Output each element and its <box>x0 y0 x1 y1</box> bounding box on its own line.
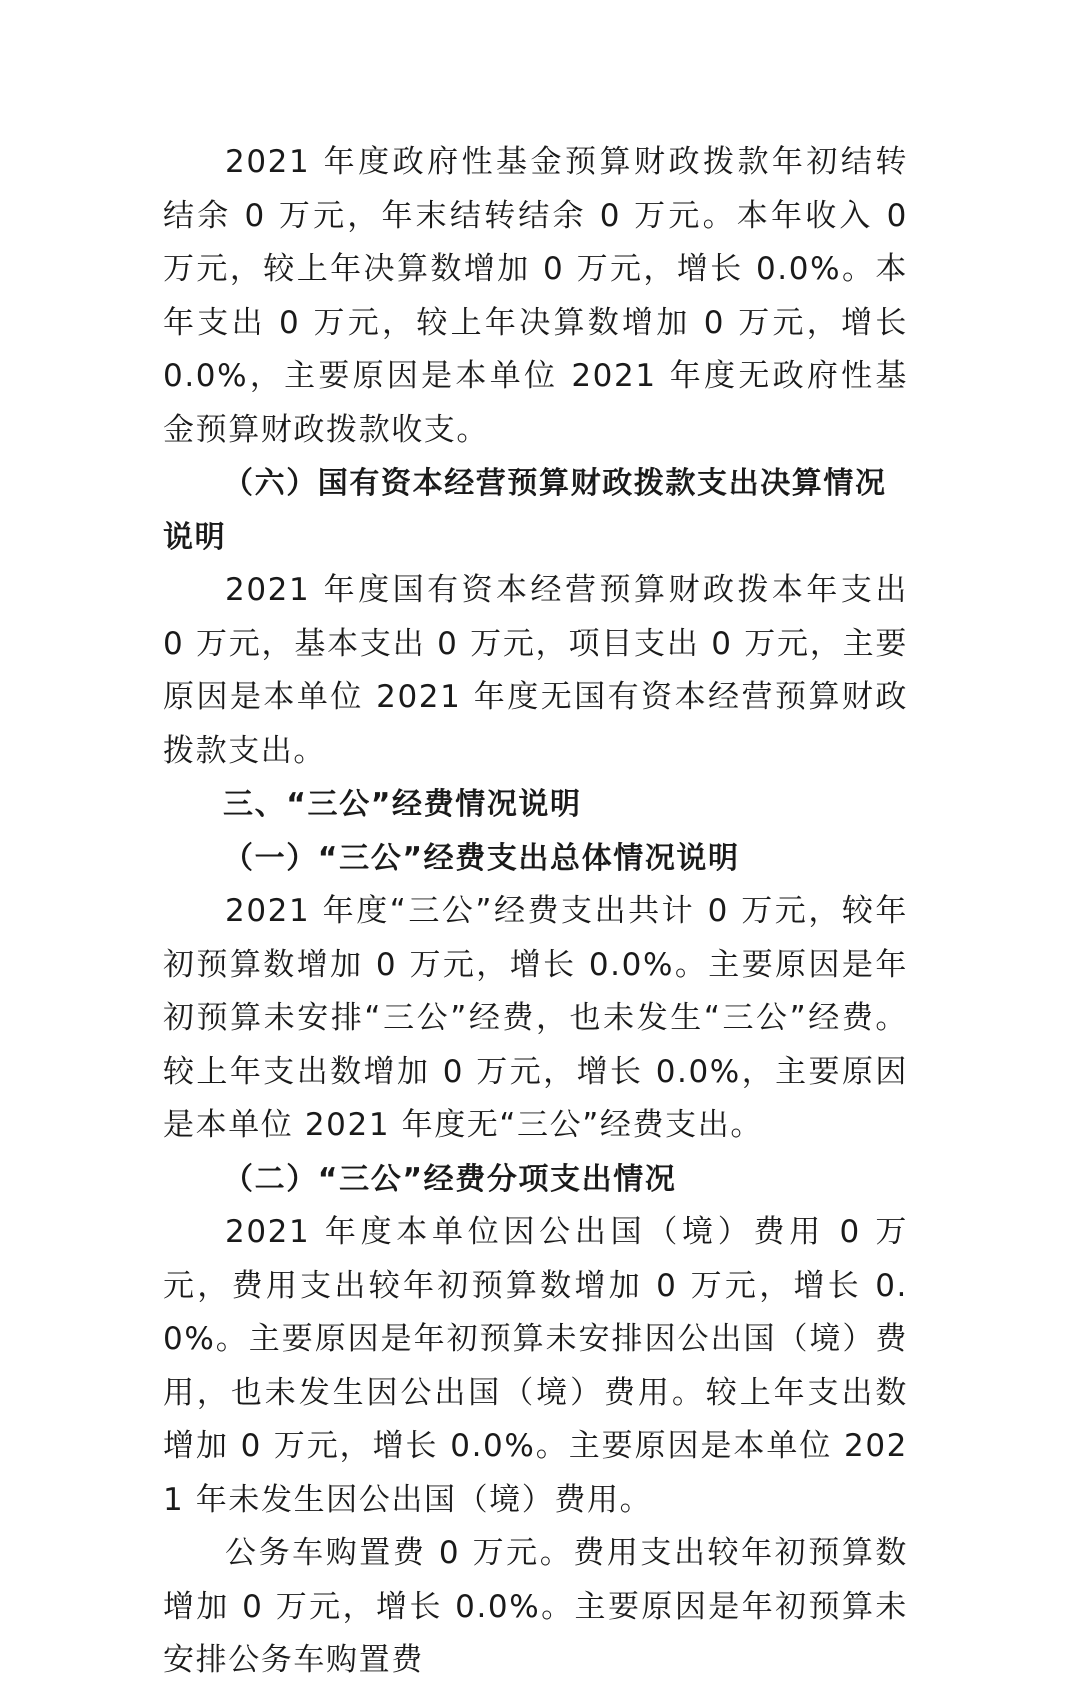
paragraph-overseas-travel: 2021 年度本单位因公出国（境）费用 0 万元，费用支出较年初预算数增加 0 万元，增长 0.0%。主要原因是年初预算未安排因公出国（境）费用，也未发生因公出国（境）费用。较上年支出数增加 0 万元，增长 0.0%。主要原因是本单位 2021 年未发生因公出国（境）费用。 <box>163 1214 908 1518</box>
heading-state-capital-budget: （六）国有资本经营预算财政拨款支出决算情况说明 <box>163 466 887 555</box>
heading-three-public-expenses: 三、“三公”经费情况说明 <box>223 787 582 822</box>
paragraph-three-public-overall: 2021 年度“三公”经费支出共计 0 万元，较年初预算数增加 0 万元，增长 0.0%。主要原因是年初预算未安排“三公”经费，也未发生“三公”经费。较上年支出数增加 0 万元，增长 0.0%，主要原因是本单位 2021 年度无“三公”经费支出。 <box>163 893 908 1143</box>
heading-three-public-itemized: （二）“三公”经费分项支出情况 <box>223 1161 677 1197</box>
paragraph-state-capital-budget: 2021 年度国有资本经营预算财政拨本年支出 0 万元，基本支出 0 万元，项目支出 0 万元，主要原因是本单位 2021 年度无国有资本经营预算财政拨款支出。 <box>163 572 908 769</box>
paragraph-vehicle-purchase: 公务车购置费 0 万元。费用支出较年初预算数增加 0 万元，增长 0.0%。主要原因是年初预算未安排公务车购置费 <box>163 1535 908 1678</box>
paragraph-government-fund-budget: 2021 年度政府性基金预算财政拨款年初结转结余 0 万元，年末结转结余 0 万元。本年收入 0 万元，较上年决算数增加 0 万元，增长 0.0%。本年支出 0 万元，较上年决算数增加 0 万元，增长 0.0%，主要原因是本单位 2021 年度无政府性基金预算财政拨款收支。 <box>163 144 908 448</box>
document-body <box>163 136 908 1688</box>
heading-three-public-overall: （一）“三公”经费支出总体情况说明 <box>223 840 740 876</box>
